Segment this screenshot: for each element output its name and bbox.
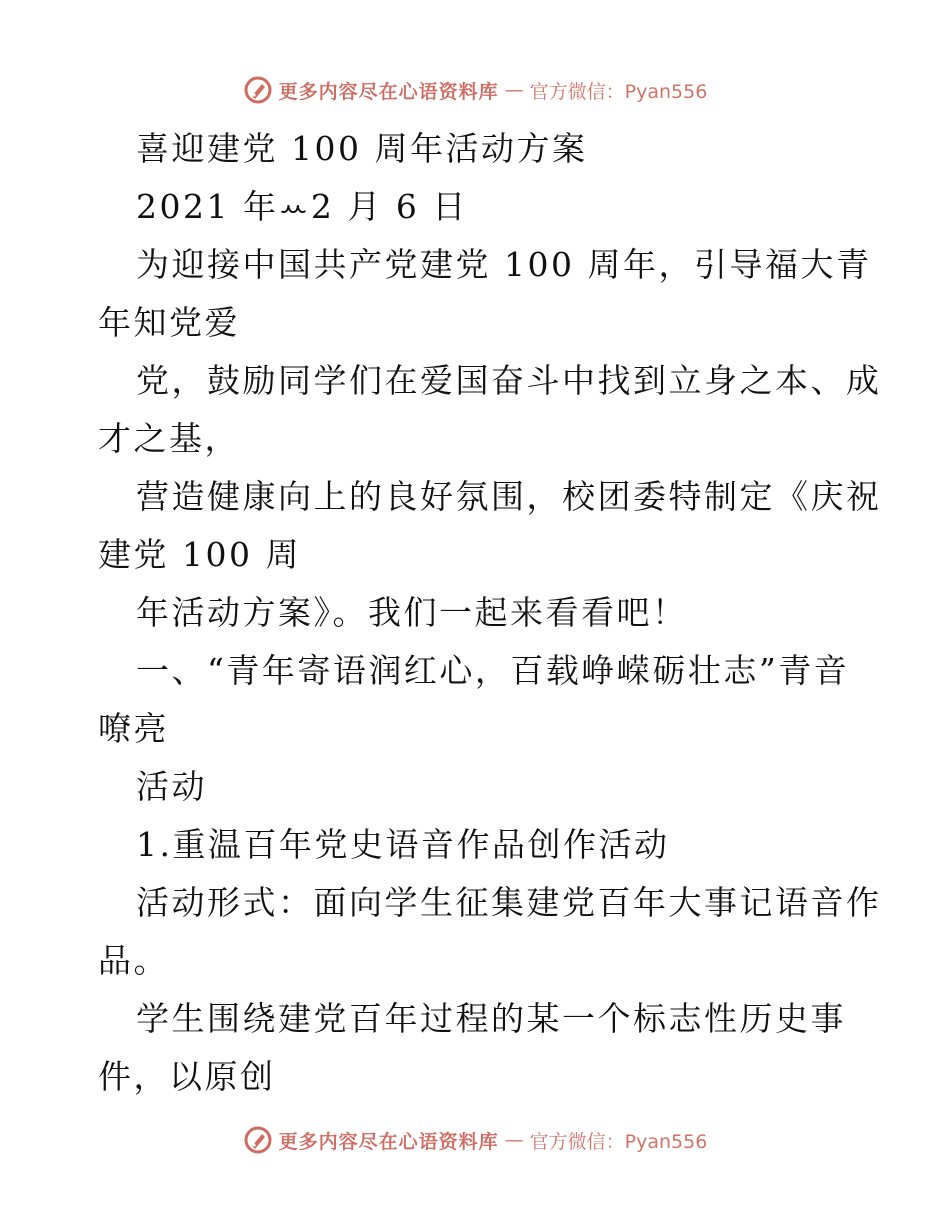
doc-date: 2021 年ꕀ2 月 6 日 (136, 187, 468, 226)
doc-line: 营造健康向上的良好氛围，校团委特制定《庆祝 (136, 477, 882, 516)
doc-line: 年知党爱 (98, 303, 240, 342)
doc-line: 品。 (98, 941, 169, 980)
watermark-separator: — (504, 79, 524, 101)
watermark-header (0, 70, 950, 110)
watermark-footer (0, 1120, 950, 1160)
watermark-wechat: 官方微信：Pyan556 (529, 80, 708, 103)
doc-line: 件，以原创 (98, 1057, 276, 1096)
pen-circle-logo-icon (243, 1125, 273, 1155)
doc-subheading: 1.重温百年党史语音作品创作活动 (136, 825, 670, 864)
watermark-wechat: 官方微信：Pyan556 (529, 1130, 708, 1153)
doc-line: 嘹亮 (98, 709, 169, 748)
doc-title: 喜迎建党 100 周年活动方案 (136, 129, 588, 168)
doc-line: 年活动方案》。我们一起来看看吧！ (136, 593, 688, 632)
doc-line: 才之基， (98, 419, 240, 458)
watermark-separator: — (504, 1129, 524, 1151)
doc-line: 学生围绕建党百年过程的某一个标志性历史事 (136, 999, 846, 1038)
doc-line: 党，鼓励同学们在爱国奋斗中找到立身之本、成 (136, 361, 882, 400)
doc-line: 建党 100 周 (98, 535, 301, 574)
watermark-text: 更多内容尽在心语资料库 (278, 80, 499, 103)
pen-circle-logo-icon (243, 75, 273, 105)
document-body (98, 120, 882, 1106)
doc-line: 活动 (136, 767, 207, 806)
doc-line: 活动形式：面向学生征集建党百年大事记语音作 (136, 883, 882, 922)
doc-section-heading: 一、“青年寄语润红心，百载峥嵘砺壮志”青音 (136, 651, 850, 690)
doc-line: 为迎接中国共产党建党 100 周年，引导福大青 (136, 245, 872, 284)
watermark-text: 更多内容尽在心语资料库 (278, 1130, 499, 1153)
